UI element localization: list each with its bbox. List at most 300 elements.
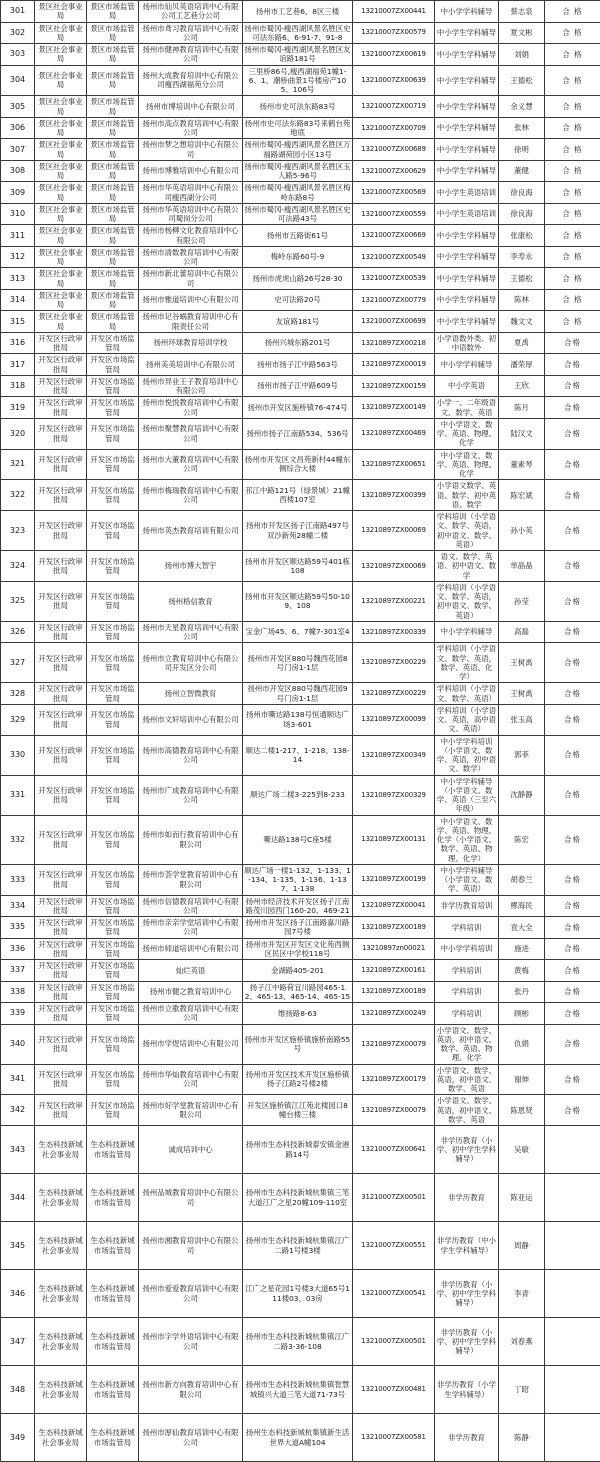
cell-institution-address: 顺达广场二楼3-225到8-233 bbox=[243, 775, 353, 815]
cell-training-content: 非学历教育（小学生学科辅导） bbox=[435, 1366, 499, 1414]
cell-annual-review-result: 合格 bbox=[545, 480, 600, 511]
cell-supervising-department: 景区市场监管局 bbox=[87, 117, 139, 139]
cell-serial-number: 312 bbox=[1, 246, 35, 268]
cell-institution-name: 扬州市立歌教育培训中心有限公司 bbox=[139, 1003, 243, 1025]
cell-institution-address: 扬州市五路街61号 bbox=[243, 225, 353, 247]
cell-institution-address: 梅岭东路60号-9 bbox=[243, 246, 353, 268]
cell-supervising-department: 开发区市场监管局 bbox=[87, 397, 139, 419]
cell-institution-name: 扬州市信德教育培训中心有限公司 bbox=[139, 895, 243, 917]
cell-supervising-department: 景区市场监管局 bbox=[87, 246, 139, 268]
cell-license-number: 13210007ZX00559 bbox=[353, 203, 435, 225]
cell-supervising-department: 开发区市场监管局 bbox=[87, 418, 139, 449]
cell-licensing-department: 开发区行政审批局 bbox=[35, 1024, 87, 1064]
cell-supervising-department: 开发区市场监管局 bbox=[87, 480, 139, 511]
cell-supervising-department: 景区市场监管局 bbox=[87, 22, 139, 44]
cell-license-number: 13210897ZX00179 bbox=[353, 1064, 435, 1095]
cell-institution-name: 扬州市鸢习教育培训中心有限公司 bbox=[139, 22, 243, 44]
cell-legal-representative: 潘荣厚 bbox=[499, 354, 545, 376]
cell-serial-number: 322 bbox=[1, 480, 35, 511]
cell-legal-representative: 余义慧 bbox=[499, 96, 545, 118]
cell-supervising-department: 景区市场监管局 bbox=[87, 44, 139, 66]
table-row bbox=[1, 246, 600, 268]
cell-license-number: 13210897ZX00229 bbox=[353, 683, 435, 705]
cell-institution-name: 扬州市厚仙教育培训中心有限公司 bbox=[139, 1414, 243, 1462]
cell-legal-representative: 李青 bbox=[499, 1270, 545, 1318]
cell-supervising-department: 开发区市场监管局 bbox=[87, 449, 139, 480]
cell-legal-representative: 张林 bbox=[499, 117, 545, 139]
cell-institution-address: 扬州市蜀冈-瘦西湖风景名胜区玉人路5-96号 bbox=[243, 160, 353, 182]
cell-license-number: 13210007ZX00699 bbox=[353, 311, 435, 333]
cell-annual-review-result bbox=[545, 1414, 600, 1462]
cell-supervising-department: 开发区市场监管局 bbox=[87, 1024, 139, 1064]
cell-training-content: 小学语文数学、英语、数学、初中英语、数学 bbox=[435, 480, 499, 511]
cell-institution-address: 扬州市蜀冈-瘦西湖风景名胜区友谊路181号 bbox=[243, 44, 353, 66]
cell-institution-address: 扬州市生态科技新城泰安镇金港路14号 bbox=[243, 1126, 353, 1174]
cell-supervising-department: 开发区市场监管局 bbox=[87, 815, 139, 864]
cell-supervising-department: 开发区市场监管局 bbox=[87, 938, 139, 960]
cell-training-content: 中小学生学科辅导 bbox=[435, 65, 499, 96]
cell-institution-address: 金湖路405-201 bbox=[243, 960, 353, 982]
cell-serial-number: 302 bbox=[1, 22, 35, 44]
cell-licensing-department: 景区社会事业局 bbox=[35, 44, 87, 66]
cell-annual-review-result: 合格 bbox=[545, 960, 600, 982]
table-row bbox=[1, 96, 600, 118]
cell-legal-representative: 樛海民 bbox=[499, 895, 545, 917]
cell-institution-name: 扬州市湘教育培训中心有限公司 bbox=[139, 1222, 243, 1270]
cell-serial-number: 339 bbox=[1, 1003, 35, 1025]
cell-legal-representative: 蔡志泉 bbox=[499, 1, 545, 23]
cell-licensing-department: 开发区行政审批局 bbox=[35, 864, 87, 895]
table-row bbox=[1, 917, 600, 939]
cell-licensing-department: 开发区行政审批局 bbox=[35, 511, 87, 551]
cell-annual-review-result bbox=[545, 1270, 600, 1318]
cell-legal-representative: 周静 bbox=[499, 1222, 545, 1270]
cell-legal-representative: 王德松 bbox=[499, 268, 545, 290]
cell-serial-number: 306 bbox=[1, 117, 35, 139]
cell-supervising-department: 开发区市场监管局 bbox=[87, 917, 139, 939]
table-row bbox=[1, 1, 600, 23]
cell-licensing-department: 景区社会事业局 bbox=[35, 182, 87, 204]
table-row bbox=[1, 864, 600, 895]
cell-training-content: 中小学生学科辅导 bbox=[435, 22, 499, 44]
cell-legal-representative: 施进 bbox=[499, 938, 545, 960]
cell-institution-address: 顺达二楼1-217、1-218、138-14 bbox=[243, 735, 353, 775]
cell-institution-name: 诚成培训中心 bbox=[139, 1126, 243, 1174]
cell-institution-address: 扬州市史可法东路83号来鹤台苑地底 bbox=[243, 117, 353, 139]
cell-institution-address: 扬州市开发区顺达路59号50-109、108 bbox=[243, 581, 353, 621]
cell-training-content: 学科培训（小学语文、数学、英语，数学、英语、化学） bbox=[435, 643, 499, 683]
cell-supervising-department: 景区市场监管局 bbox=[87, 1, 139, 23]
cell-annual-review-result: 合 格 bbox=[545, 203, 600, 225]
cell-legal-representative: 魏文文 bbox=[499, 311, 545, 333]
cell-institution-name: 扬州市梅瑞教育培训中心有限公司 bbox=[139, 480, 243, 511]
table-row bbox=[1, 1366, 600, 1414]
cell-institution-name: 扬州品城教育培训中心有限公司 bbox=[139, 1174, 243, 1222]
cell-license-number: 13210897ZX00189 bbox=[353, 917, 435, 939]
table-row bbox=[1, 1270, 600, 1318]
cell-training-content: 非学历教育（小学、初中学生学科辅导） bbox=[435, 1126, 499, 1174]
table-row bbox=[1, 704, 600, 735]
cell-license-number: 13210007ZX00689 bbox=[353, 139, 435, 161]
table-row bbox=[1, 117, 600, 139]
cell-annual-review-result: 合格 bbox=[545, 581, 600, 621]
cell-license-number: 13210897zn00021 bbox=[353, 938, 435, 960]
cell-serial-number: 304 bbox=[1, 65, 35, 96]
cell-institution-address: 扬州市开发区顺达路59号401栋108 bbox=[243, 551, 353, 582]
cell-license-number: 13210007ZX00541 bbox=[353, 1270, 435, 1318]
cell-serial-number: 348 bbox=[1, 1366, 35, 1414]
cell-training-content: 学科培训 bbox=[435, 981, 499, 1003]
cell-legal-representative: 王欣 bbox=[499, 375, 545, 397]
table-row bbox=[1, 160, 600, 182]
cell-licensing-department: 景区社会事业局 bbox=[35, 96, 87, 118]
cell-legal-representative: 谢伸 bbox=[499, 1064, 545, 1095]
cell-institution-address: 扬州市史可法东路83号 bbox=[243, 96, 353, 118]
cell-legal-representative: 张康松 bbox=[499, 225, 545, 247]
cell-institution-address: 扬州市开发区文昌苑新村44幢东侧综合大楼 bbox=[243, 449, 353, 480]
table-row bbox=[1, 938, 600, 960]
table-row bbox=[1, 1024, 600, 1064]
cell-serial-number: 303 bbox=[1, 44, 35, 66]
cell-institution-address: 扬州市虎虎山路26号28-30 bbox=[243, 268, 353, 290]
cell-supervising-department: 开发区市场监管局 bbox=[87, 864, 139, 895]
cell-licensing-department: 开发区行政审批局 bbox=[35, 621, 87, 643]
cell-annual-review-result: 合 格 bbox=[545, 65, 600, 96]
cell-license-number: 13210007ZX00779 bbox=[353, 289, 435, 311]
cell-serial-number: 315 bbox=[1, 311, 35, 333]
cell-training-content: 中小学学科培训 bbox=[435, 938, 499, 960]
cell-license-number: 13210007ZX00551 bbox=[353, 1222, 435, 1270]
table-row bbox=[1, 480, 600, 511]
cell-institution-name: 扬州环球教育培训学校 bbox=[139, 332, 243, 354]
cell-license-number: 13210897ZX00339 bbox=[353, 621, 435, 643]
cell-institution-name: 扬州市师道培训中心有限公司 bbox=[139, 938, 243, 960]
cell-training-content: 中小学生学科辅导 bbox=[435, 311, 499, 333]
cell-institution-address: 扬州市工艺巷6、8区三楼 bbox=[243, 1, 353, 23]
cell-supervising-department: 开发区市场监管局 bbox=[87, 1095, 139, 1126]
cell-license-number: 13210007ZX00639 bbox=[353, 65, 435, 96]
cell-supervising-department: 开发区市场监管局 bbox=[87, 1003, 139, 1025]
cell-institution-name: 扬州市聚慧教育培训中心有限公司 bbox=[139, 418, 243, 449]
cell-institution-address: 宝金广场45、6、7幢7-301室4 bbox=[243, 621, 353, 643]
table-row bbox=[1, 1095, 600, 1126]
cell-supervising-department: 生态科技新城市场监管局 bbox=[87, 1318, 139, 1366]
cell-annual-review-result: 合 格 bbox=[545, 1, 600, 23]
cell-serial-number: 309 bbox=[1, 182, 35, 204]
cell-training-content: 中小学生学科辅导 bbox=[435, 139, 499, 161]
cell-legal-representative: 沈静静 bbox=[499, 775, 545, 815]
cell-license-number: 13210897ZX00349 bbox=[353, 735, 435, 775]
cell-institution-name: 扬州市广成教育培训中心有限公司 bbox=[139, 775, 243, 815]
cell-licensing-department: 开发区行政审批局 bbox=[35, 981, 87, 1003]
cell-institution-address: 三里桥86号,瘦西湖福苑1幢1-6、1、潮桥曲景1号楼房产105、106号 bbox=[243, 65, 353, 96]
table-row bbox=[1, 815, 600, 864]
cell-legal-representative: 陈恩贤 bbox=[499, 1095, 545, 1126]
cell-institution-address: 扬州市蜀冈-瘦西湖风景名胜区梅岭东路8号 bbox=[243, 182, 353, 204]
cell-institution-name: 扬州市异业王子教育培训中心有限公司 bbox=[139, 375, 243, 397]
cell-institution-name: 扬州市高德教育培训中心有限公司 bbox=[139, 735, 243, 775]
cell-licensing-department: 景区社会事业局 bbox=[35, 311, 87, 333]
cell-serial-number: 327 bbox=[1, 643, 35, 683]
cell-training-content: 中小学学科辅导（小学语文、数学、英语） bbox=[435, 864, 499, 895]
cell-license-number: 13210897ZX00069 bbox=[353, 511, 435, 551]
cell-training-content: 非学历教育培训 bbox=[435, 895, 499, 917]
cell-supervising-department: 开发区市场监管局 bbox=[87, 354, 139, 376]
cell-serial-number: 323 bbox=[1, 511, 35, 551]
cell-training-content: 中小学学科辅导 bbox=[435, 621, 499, 643]
cell-institution-name: 扬州市如而行教育培训中心有限公司 bbox=[139, 815, 243, 864]
cell-license-number: 13210007ZX00619 bbox=[353, 44, 435, 66]
cell-institution-name: 扬州立智微教育 bbox=[139, 683, 243, 705]
cell-serial-number: 307 bbox=[1, 139, 35, 161]
cell-training-content: 学科培训（小学语文、数学、英语，初中语文、数学、英语） bbox=[435, 581, 499, 621]
cell-training-content: 中小学生学科辅导 bbox=[435, 225, 499, 247]
cell-legal-representative: 夏文彬 bbox=[499, 22, 545, 44]
cell-licensing-department: 开发区行政审批局 bbox=[35, 683, 87, 705]
cell-training-content: 中小学生学科辅导 bbox=[435, 160, 499, 182]
table-row bbox=[1, 397, 600, 419]
cell-license-number: 13210007ZX00709 bbox=[353, 117, 435, 139]
cell-legal-representative: 单晶晶 bbox=[499, 551, 545, 582]
cell-serial-number: 334 bbox=[1, 895, 35, 917]
cell-serial-number: 320 bbox=[1, 418, 35, 449]
table-row bbox=[1, 895, 600, 917]
cell-supervising-department: 景区市场监管局 bbox=[87, 225, 139, 247]
cell-annual-review-result: 合格 bbox=[545, 1064, 600, 1095]
cell-institution-address: 邗江中路121号（绿景城）21幢西楼107室 bbox=[243, 480, 353, 511]
cell-legal-representative: 张玉高 bbox=[499, 704, 545, 735]
cell-serial-number: 335 bbox=[1, 917, 35, 939]
cell-training-content: 中小学学科辅导 bbox=[435, 1, 499, 23]
cell-licensing-department: 开发区行政审批局 bbox=[35, 704, 87, 735]
cell-supervising-department: 生态科技新城市场监管局 bbox=[87, 1414, 139, 1462]
cell-annual-review-result: 合格 bbox=[545, 1003, 600, 1025]
cell-licensing-department: 景区社会事业局 bbox=[35, 289, 87, 311]
cell-supervising-department: 开发区市场监管局 bbox=[87, 375, 139, 397]
cell-serial-number: 338 bbox=[1, 981, 35, 1003]
table-row bbox=[1, 311, 600, 333]
cell-supervising-department: 景区市场监管局 bbox=[87, 96, 139, 118]
cell-annual-review-result bbox=[545, 1366, 600, 1414]
table-row bbox=[1, 418, 600, 449]
cell-serial-number: 328 bbox=[1, 683, 35, 705]
cell-legal-representative: 刘娟 bbox=[499, 44, 545, 66]
cell-serial-number: 308 bbox=[1, 160, 35, 182]
cell-annual-review-result: 合 格 bbox=[545, 311, 600, 333]
cell-annual-review-result: 合 格 bbox=[545, 160, 600, 182]
cell-annual-review-result: 合格 bbox=[545, 864, 600, 895]
table-row bbox=[1, 643, 600, 683]
cell-legal-representative: 李寿永 bbox=[499, 246, 545, 268]
cell-legal-representative: 王德松 bbox=[499, 65, 545, 96]
cell-serial-number: 331 bbox=[1, 775, 35, 815]
cell-institution-name: 灿烂英语 bbox=[139, 960, 243, 982]
cell-institution-name: 扬州格信教育 bbox=[139, 581, 243, 621]
cell-legal-representative: 高磊 bbox=[499, 621, 545, 643]
cell-institution-name: 扬州市健之教育培训中心 bbox=[139, 981, 243, 1003]
cell-institution-address: 扬州市开发区扬子江南路497号双沙新苑28幢二楼 bbox=[243, 511, 353, 551]
table-row bbox=[1, 44, 600, 66]
cell-training-content: 学科培训 bbox=[435, 1003, 499, 1025]
cell-annual-review-result: 合格 bbox=[545, 917, 600, 939]
table-row bbox=[1, 225, 600, 247]
cell-training-content: 学科培训（小学语文、英语，高中语文、英语） bbox=[435, 704, 499, 735]
cell-institution-address: 友谊路181号 bbox=[243, 311, 353, 333]
cell-serial-number: 329 bbox=[1, 704, 35, 735]
cell-training-content: 中小学生英语培训 bbox=[435, 182, 499, 204]
cell-licensing-department: 生态科技新城社会事业局 bbox=[35, 1366, 87, 1414]
cell-licensing-department: 开发区行政审批局 bbox=[35, 643, 87, 683]
cell-annual-review-result: 合格 bbox=[545, 1024, 600, 1064]
cell-institution-address: 扬州市经济技术开发区扬子江南路茂川园西门160-20、469-21 bbox=[243, 895, 353, 917]
cell-institution-name: 扬州市文轩培训中心有限公司 bbox=[139, 704, 243, 735]
table-row bbox=[1, 1003, 600, 1025]
cell-legal-representative: 董健 bbox=[499, 160, 545, 182]
cell-license-number: 13210007ZX00539 bbox=[353, 268, 435, 290]
table-row bbox=[1, 1222, 600, 1270]
cell-institution-name: 扬州市天星教育培训中心有限公司 bbox=[139, 621, 243, 643]
cell-institution-name: 扬州市梦之想培训中心有限公司 bbox=[139, 139, 243, 161]
cell-legal-representative: 黄梅 bbox=[499, 960, 545, 982]
cell-annual-review-result: 合格 bbox=[545, 735, 600, 775]
cell-license-number: 13210897ZX00099 bbox=[353, 704, 435, 735]
cell-legal-representative: 陈林 bbox=[499, 289, 545, 311]
cell-annual-review-result: 合 格 bbox=[545, 117, 600, 139]
table-row bbox=[1, 621, 600, 643]
cell-institution-name: 扬州市仙贝英语培训中心有限公司工艺巷分公司 bbox=[139, 1, 243, 23]
cell-annual-review-result: 合格 bbox=[545, 418, 600, 449]
cell-serial-number: 321 bbox=[1, 449, 35, 480]
cell-institution-name: 扬州市雅道培训中心有限公司 bbox=[139, 289, 243, 311]
cell-institution-name: 扬州大成教育培训中心有限公司瘦西湖福苑分公司 bbox=[139, 65, 243, 96]
cell-annual-review-result: 合格 bbox=[545, 775, 600, 815]
cell-supervising-department: 开发区市场监管局 bbox=[87, 332, 139, 354]
cell-license-number: 13210897ZX00019 bbox=[353, 354, 435, 376]
table-row bbox=[1, 735, 600, 775]
cell-institution-name: 扬州市华英语培训中心有限公司蜀岗分公司 bbox=[139, 203, 243, 225]
cell-licensing-department: 开发区行政审批局 bbox=[35, 375, 87, 397]
cell-institution-address: 顺达广场一楼1-132、1-133、1-134、1-135、1-136、1-137、1-138 bbox=[243, 864, 353, 895]
cell-institution-address: 扬子江中路荷宜川路园465-12、465-13、465-14、465-15 bbox=[243, 981, 353, 1003]
cell-license-number: 13210897ZX00131 bbox=[353, 815, 435, 864]
cell-supervising-department: 开发区市场监管局 bbox=[87, 704, 139, 735]
cell-supervising-department: 景区市场监管局 bbox=[87, 160, 139, 182]
cell-licensing-department: 开发区行政审批局 bbox=[35, 449, 87, 480]
table-row bbox=[1, 65, 600, 96]
cell-license-number: 13210897ZX00651 bbox=[353, 449, 435, 480]
cell-training-content: 中小学学科辅导 bbox=[435, 354, 499, 376]
cell-license-number: 13210897ZX00199 bbox=[353, 864, 435, 895]
cell-annual-review-result: 合 格 bbox=[545, 225, 600, 247]
cell-training-content: 学科培训 bbox=[435, 917, 499, 939]
cell-legal-representative: 陈静 bbox=[499, 1414, 545, 1462]
table-row bbox=[1, 354, 600, 376]
cell-license-number: 13210007ZX00549 bbox=[353, 246, 435, 268]
cell-license-number: 13210897ZX00161 bbox=[353, 960, 435, 982]
cell-licensing-department: 开发区行政审批局 bbox=[35, 1095, 87, 1126]
cell-licensing-department: 开发区行政审批局 bbox=[35, 1064, 87, 1095]
cell-serial-number: 305 bbox=[1, 96, 35, 118]
cell-licensing-department: 景区社会事业局 bbox=[35, 22, 87, 44]
cell-institution-address: 扬州兴城东路201号 bbox=[243, 332, 353, 354]
cell-licensing-department: 开发区行政审批局 bbox=[35, 480, 87, 511]
cell-training-content: 中小学生学科辅导 bbox=[435, 268, 499, 290]
table-row bbox=[1, 960, 600, 982]
cell-institution-name: 扬州市博培训中心有限公司 bbox=[139, 96, 243, 118]
cell-training-content: 学科培训（小学语文、数学、英语，初中语文、数学、英语） bbox=[435, 511, 499, 551]
cell-training-content: 中小学语文、数学、英语、物理、化学（小学语文、数学、英语、物理、化学） bbox=[435, 815, 499, 864]
cell-institution-address: 扬州生态科技新城杭集镇新生活世界大道A幢104 bbox=[243, 1414, 353, 1462]
cell-license-number: 13210897ZX00249 bbox=[353, 1003, 435, 1025]
cell-institution-address: 扬州市开发区880号魏西花园9号门房1-1层 bbox=[243, 683, 353, 705]
cell-annual-review-result: 合格 bbox=[545, 1095, 600, 1126]
table-row bbox=[1, 1064, 600, 1095]
cell-institution-name: 扬州市立教育培训中心有限公司开发区分公司 bbox=[139, 643, 243, 683]
cell-institution-name: 扬州市高点教育培训中心有限公司 bbox=[139, 117, 243, 139]
cell-supervising-department: 景区市场监管局 bbox=[87, 182, 139, 204]
cell-supervising-department: 开发区市场监管局 bbox=[87, 775, 139, 815]
cell-institution-address: 江广之星花园1号楼3大道65号111楼03、03房 bbox=[243, 1270, 353, 1318]
cell-institution-address: 扬州市开发区开发区文化苑西侧区民区中学校118号 bbox=[243, 938, 353, 960]
cell-legal-representative: 袁大全 bbox=[499, 917, 545, 939]
cell-legal-representative: 吴敏 bbox=[499, 1126, 545, 1174]
cell-licensing-department: 景区社会事业局 bbox=[35, 1, 87, 23]
cell-license-number: 13210897ZX00399 bbox=[353, 480, 435, 511]
cell-training-content: 非学历教育 bbox=[435, 1414, 499, 1462]
cell-institution-name: 扬州市新北蕾培训中心有限公司 bbox=[139, 268, 243, 290]
cell-legal-representative: 胡春兰 bbox=[499, 864, 545, 895]
cell-licensing-department: 开发区行政审批局 bbox=[35, 354, 87, 376]
cell-institution-name: 扬州市记谷蜗教育培训中心有限责任公司 bbox=[139, 311, 243, 333]
cell-supervising-department: 开发区市场监管局 bbox=[87, 643, 139, 683]
cell-annual-review-result: 合格 bbox=[545, 981, 600, 1003]
table-row bbox=[1, 268, 600, 290]
cell-training-content: 学科培训（小学语文、数学、英语） bbox=[435, 683, 499, 705]
cell-license-number: 31210007ZX00501 bbox=[353, 1174, 435, 1222]
cell-serial-number: 310 bbox=[1, 203, 35, 225]
cell-license-number: 13210007ZX00481 bbox=[353, 1366, 435, 1414]
cell-annual-review-result: 合 格 bbox=[545, 139, 600, 161]
cell-legal-representative: 刘春燕 bbox=[499, 1318, 545, 1366]
cell-serial-number: 337 bbox=[1, 960, 35, 982]
table-row bbox=[1, 289, 600, 311]
cell-supervising-department: 开发区市场监管局 bbox=[87, 581, 139, 621]
cell-institution-name: 扬州市杨柳文化教育培训中心有限公司 bbox=[139, 225, 243, 247]
cell-supervising-department: 景区市场监管局 bbox=[87, 311, 139, 333]
cell-serial-number: 333 bbox=[1, 864, 35, 895]
table-row bbox=[1, 683, 600, 705]
cell-annual-review-result: 合格 bbox=[545, 449, 600, 480]
cell-license-number: 13210897ZX00149 bbox=[353, 397, 435, 419]
cell-licensing-department: 景区社会事业局 bbox=[35, 203, 87, 225]
cell-supervising-department: 景区市场监管局 bbox=[87, 203, 139, 225]
cell-training-content: 学科培训 bbox=[435, 960, 499, 982]
cell-institution-address: 扬州市蜀冈-瘦西湖风景名胜区史可法东路6、6-91-7、91-8 bbox=[243, 22, 353, 44]
cell-annual-review-result: 合格 bbox=[545, 375, 600, 397]
cell-supervising-department: 开发区市场监管局 bbox=[87, 511, 139, 551]
table-row bbox=[1, 775, 600, 815]
cell-annual-review-result: 合格 bbox=[545, 815, 600, 864]
table-row bbox=[1, 1174, 600, 1222]
cell-licensing-department: 开发区行政审批局 bbox=[35, 815, 87, 864]
cell-institution-address: 开发区施桥镇江江苑北楼园口8幢台楼三楼 bbox=[243, 1095, 353, 1126]
cell-licensing-department: 开发区行政审批局 bbox=[35, 418, 87, 449]
cell-training-content: 非学历教育 bbox=[435, 1174, 499, 1222]
cell-license-number: 13210007ZX00441 bbox=[353, 1, 435, 23]
cell-training-content: 中小学语文、数学、英语、物理、化学 bbox=[435, 449, 499, 480]
cell-licensing-department: 生态科技新城社会事业局 bbox=[35, 1126, 87, 1174]
cell-institution-address: 扬州市扬子江中路609号 bbox=[243, 375, 353, 397]
